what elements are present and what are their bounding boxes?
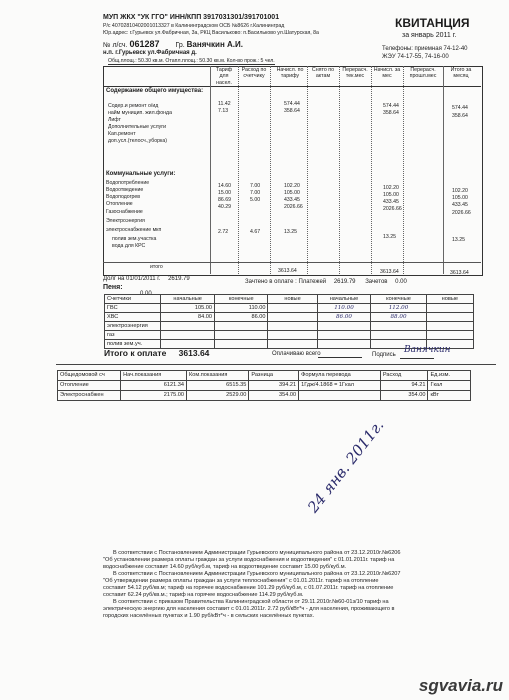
bank-details: Р/с 40702810402001013327 в Калининградском ОСБ №8626 г.Калининград xyxy=(103,23,285,29)
account-row xyxy=(103,40,243,50)
table-row xyxy=(58,391,471,401)
col-recalc-cur: Перерасч. тек.мес xyxy=(342,67,368,80)
col-accrued: Начисл. по тарифу xyxy=(276,67,304,80)
divider xyxy=(270,66,271,274)
watermark: sgvavia.ru xyxy=(418,676,503,695)
meters-header: новые xyxy=(426,295,473,304)
utility-name: вода для КРС xyxy=(112,243,146,249)
payer-name: Ванячкин А.И. xyxy=(186,40,243,49)
utility-accrued: 433.45 xyxy=(284,197,300,203)
housing-tariff: 11.42 xyxy=(218,101,231,107)
odpu-cell: 6121.34 xyxy=(121,381,187,391)
odpu-cell: 6515.35 xyxy=(186,381,248,391)
odpu-cell: Гкал xyxy=(428,381,471,391)
housing-monthly: 574.44 xyxy=(383,103,399,109)
meter-new[interactable] xyxy=(268,331,317,340)
account-number: 061287 xyxy=(129,39,160,49)
utility-monthly: 2026.66 xyxy=(383,206,402,212)
odpu-cell: 1Гдж/4.1868 = 1Гкал xyxy=(299,381,381,391)
housing-name: доп.усл.(телосч.,уборка) xyxy=(108,138,167,144)
meter-end: 110.00 xyxy=(215,304,268,313)
phones-2: ЖЭУ 74-17-55, 74-16-00 xyxy=(382,54,449,60)
meter-name: полив зем.уч. xyxy=(105,340,161,349)
meters-table xyxy=(104,294,474,349)
meter-start: 105.00 xyxy=(161,304,215,313)
housing-name: Содер.и ремонт о/ид xyxy=(108,103,159,109)
utility-tariff: 2.72 xyxy=(218,229,229,235)
sign-label: Подпись xyxy=(372,352,396,358)
utility-tariff: 14.60 xyxy=(218,183,231,189)
odpu-header: Расход xyxy=(380,371,428,381)
utility-total: 105.00 xyxy=(452,195,468,201)
housing-tariff: 7.13 xyxy=(218,108,229,114)
meter-new[interactable] xyxy=(268,340,317,349)
housing-name: Лифт xyxy=(108,117,121,123)
odpu-header: Разница xyxy=(249,371,299,381)
meter-hand-start[interactable]: 110.00 xyxy=(317,304,371,313)
meter-hand-start[interactable] xyxy=(317,322,371,331)
housing-heading: Содержание общего имущества: xyxy=(106,88,204,94)
footer-line: электрическую энергию для населения составит с 01.01.2011г. 2.72 руб/кВт*ч - для населения, проживающего в xyxy=(103,606,395,612)
housing-name: Дополнительные услуги xyxy=(108,124,167,130)
utilities-heading: Коммунальные услуги: xyxy=(106,171,176,177)
phones-1: Телефоны: приемная 74-12-40 xyxy=(382,46,468,52)
utility-name: Электроэнергия xyxy=(106,218,145,224)
housing-accrued: 574.44 xyxy=(284,101,300,107)
handwritten-date: 24 янв. 2011г. xyxy=(304,416,388,517)
meter-hand-start[interactable] xyxy=(317,340,371,349)
period: за январь 2011 г. xyxy=(402,32,457,39)
utility-total: 2026.66 xyxy=(452,210,471,216)
footer-line: В соответствии с приказом Правительства Калининградской области от 29.11.2010г.№60-01з/10 тариф на xyxy=(113,599,389,605)
itogo-value: 3613.64 xyxy=(278,268,297,274)
meter-end xyxy=(215,331,268,340)
odpu-cell xyxy=(299,391,381,401)
odpu-cell: Отопление xyxy=(58,381,121,391)
meter-name: ГВС xyxy=(105,304,161,313)
total-row xyxy=(104,348,209,358)
odpu-header: Нач.показания xyxy=(121,371,187,381)
col-tariff: Тариф для насел. xyxy=(215,67,233,86)
meters-header: начальные xyxy=(317,295,371,304)
utility-monthly: 13.25 xyxy=(383,234,396,240)
table-row xyxy=(58,381,471,391)
utility-name: полив зем.участка xyxy=(112,236,157,242)
credited-value: 2619.79 xyxy=(333,279,356,285)
col-monthly: Начисл. за мес xyxy=(373,67,401,80)
utility-usage: 7.00 xyxy=(250,183,261,189)
utility-accrued: 102.20 xyxy=(284,183,300,189)
housing-total: 574.44 xyxy=(452,105,468,111)
utility-monthly: 102.20 xyxy=(383,185,399,191)
meters-header: Счетчики xyxy=(105,295,161,304)
meter-name: электроэнергия xyxy=(105,322,161,331)
meter-hand-new[interactable] xyxy=(426,304,473,313)
payer-label: Гр. xyxy=(175,42,185,49)
penalty-value: 0.00 xyxy=(140,291,152,297)
table-row xyxy=(105,331,474,340)
col-acts: Снято по актам xyxy=(311,67,335,80)
odpu-cell: 354.00 xyxy=(249,391,299,401)
penalty-label: Пеня: xyxy=(103,284,123,291)
meters-header-row xyxy=(105,295,474,304)
utility-name: Водоотведение xyxy=(106,187,144,193)
meters-header: начальные xyxy=(161,295,215,304)
housing-accrued: 358.64 xyxy=(284,108,300,114)
total-value: 3613.64 xyxy=(178,348,210,358)
meter-hand-end[interactable]: 112.00 xyxy=(371,304,426,313)
divider xyxy=(371,66,372,274)
utility-name: Водопотребление xyxy=(106,180,150,186)
utility-tariff: 86.69 xyxy=(218,197,231,203)
housing-total: 358.64 xyxy=(452,113,468,119)
odpu-cell: 2529.00 xyxy=(186,391,248,401)
utility-name: Отопление xyxy=(106,201,133,207)
meter-hand-new[interactable] xyxy=(426,313,473,322)
paid-label: Оплачиваю всего xyxy=(272,351,321,357)
doc-title: КВИТАНЦИЯ xyxy=(395,16,470,30)
odpu-cell: кВт xyxy=(428,391,471,401)
housing-monthly: 358.64 xyxy=(383,110,399,116)
debt-row xyxy=(103,276,190,283)
odpu-cell: 354.00 xyxy=(380,391,428,401)
divider xyxy=(56,364,496,365)
col-recalc-prev: Перерасч. прошл.мес xyxy=(409,67,437,80)
utility-accrued: 105.00 xyxy=(284,190,300,196)
itogo-monthly: 3613.64 xyxy=(380,269,399,275)
odpu-table xyxy=(57,370,471,401)
divider xyxy=(238,66,239,274)
utility-usage: 4.67 xyxy=(250,229,261,235)
utility-name: Водоподогрев xyxy=(106,194,141,200)
footer-notes xyxy=(103,550,493,620)
odpu-cell: 2175.00 xyxy=(121,391,187,401)
table-row xyxy=(105,313,474,322)
legal-address: Юр.адрес: г.Гурьевск ул.Фабричная, 3а, РКЦ Васильково: п.Васильково ул.Шатурская, 8а xyxy=(103,30,319,36)
footer-line: В соответствии с Постановлением Администрации Гурьевского муниципального района от 23.12.2010г.№6206 xyxy=(113,550,401,556)
area-line: Общ.площ.: 50.30 кв.м. Отапл.площ.: 50.30 кв.м. Кол-во прож.: 5 чел. xyxy=(108,58,275,64)
meter-name: ХВС xyxy=(105,313,161,322)
utility-monthly: 105.00 xyxy=(383,192,399,198)
utility-total: 433.45 xyxy=(452,202,468,208)
footer-line: водоснабжение составит 14.60 руб/куб.м, тариф на водоотведение составит 15.00 руб/куб.м. xyxy=(103,564,347,570)
odpu-cell: Электроснабжен xyxy=(58,391,121,401)
meter-name: газ xyxy=(105,331,161,340)
utility-tariff: 40.29 xyxy=(218,204,231,210)
utility-total: 102.20 xyxy=(452,188,468,194)
meter-end xyxy=(215,340,268,349)
meter-new[interactable] xyxy=(268,313,317,322)
utility-accrued: 2026.66 xyxy=(284,204,303,210)
footer-line: городских населённых пунктах и 1.90 руб/кВт*ч - в сельских населённых пунктах. xyxy=(103,613,315,619)
utility-name: электроснабжение мкп xyxy=(106,227,162,233)
meter-hand-end[interactable]: 88.00 xyxy=(371,313,426,322)
odpu-header-row xyxy=(58,371,471,381)
meters-header: конечные xyxy=(215,295,268,304)
utility-tariff: 15.00 xyxy=(218,190,231,196)
odpu-cell: 394.21 xyxy=(249,381,299,391)
total-label: Итого к оплате xyxy=(104,348,167,358)
utility-usage: 5.00 xyxy=(250,197,261,203)
col-total: Итого за месяц xyxy=(450,67,472,80)
footer-line: В соответствии с Постановлением Администрации Гурьевского муниципального района от 23.12.2010г.№6207 xyxy=(113,571,401,577)
divider xyxy=(339,66,340,274)
odpu-header: Ед.изм. xyxy=(428,371,471,381)
meter-start xyxy=(161,322,215,331)
credited-row xyxy=(245,279,407,286)
divider xyxy=(210,66,211,274)
credited-label: Зачтено в оплате : Платежей xyxy=(245,279,327,285)
debt-value: 2619.79 xyxy=(168,276,190,282)
footer-line: "Об установлении размера оплаты граждан за услуги водоснабжения и водоотведения" с 01.01.2011г. тариф на xyxy=(103,557,395,563)
account-label: № л/сч. xyxy=(103,42,128,49)
offsets-value: 0.00 xyxy=(395,279,407,285)
col-usage: Расход по счетчику xyxy=(241,67,267,80)
table-row xyxy=(105,322,474,331)
divider xyxy=(307,66,308,274)
footer-line: составит 54.12 руб/кв.м; тариф на горячее водоснабжение 101.29 руб/куб.м, с 01.07.2011г. тариф на отопление xyxy=(103,585,394,591)
signature: Ванячкин xyxy=(404,345,451,355)
utility-monthly: 433.45 xyxy=(383,199,399,205)
meter-new[interactable] xyxy=(268,304,317,313)
org-name: МУП ЖКХ "УК ГГО" ИНН/КПП 3917031301/391701001 xyxy=(103,14,280,21)
utility-total: 13.25 xyxy=(452,237,465,243)
meter-end xyxy=(215,322,268,331)
footer-line: "Об утверждении размера оплаты граждан за услуги теплоснабжения" с 01.01.2011г. тариф на отопление xyxy=(103,578,379,584)
itogo-total: 3613.64 xyxy=(450,270,469,276)
paid-field[interactable] xyxy=(318,357,362,358)
housing-name: Кап.ремонт xyxy=(108,131,136,137)
debt-label: Долг на 01/01/2011 г. xyxy=(103,276,161,282)
odpu-header: Общедомовой сч xyxy=(58,371,121,381)
table-row xyxy=(105,304,474,313)
meter-hand-new[interactable] xyxy=(426,331,473,340)
meters-header: конечные xyxy=(371,295,426,304)
meter-start: 84.00 xyxy=(161,313,215,322)
meter-start xyxy=(161,331,215,340)
odpu-cell: 94.21 xyxy=(380,381,428,391)
divider xyxy=(103,262,481,263)
utility-usage: 7.00 xyxy=(250,190,261,196)
meter-hand-end[interactable] xyxy=(371,331,426,340)
meter-hand-start[interactable] xyxy=(317,331,371,340)
service-address: н.п. г.Гурьевск ул.Фабричная д. xyxy=(103,50,197,56)
meter-hand-new[interactable] xyxy=(426,322,473,331)
odpu-header: Ком.показания xyxy=(186,371,248,381)
offsets-label: Зачетов xyxy=(365,279,388,285)
meter-hand-start[interactable]: 86.00 xyxy=(317,313,371,322)
utility-accrued: 13.25 xyxy=(284,229,297,235)
meters-header: новые xyxy=(268,295,317,304)
meter-new[interactable] xyxy=(268,322,317,331)
meter-hand-end[interactable] xyxy=(371,322,426,331)
meter-end: 86.00 xyxy=(215,313,268,322)
divider xyxy=(403,66,404,274)
sign-field[interactable] xyxy=(400,358,434,359)
housing-name: найм муницип. жил.фонда xyxy=(108,110,172,116)
footer-line: составит 62.24 руб/кв.м.; тариф на горячее водоснабжение 114.29 руб/куб.м. xyxy=(103,592,304,598)
itogo-label: итого xyxy=(150,264,163,270)
utility-name: Газоснабжение xyxy=(106,209,143,215)
odpu-header: Формула перевода xyxy=(299,371,381,381)
divider xyxy=(443,66,444,274)
